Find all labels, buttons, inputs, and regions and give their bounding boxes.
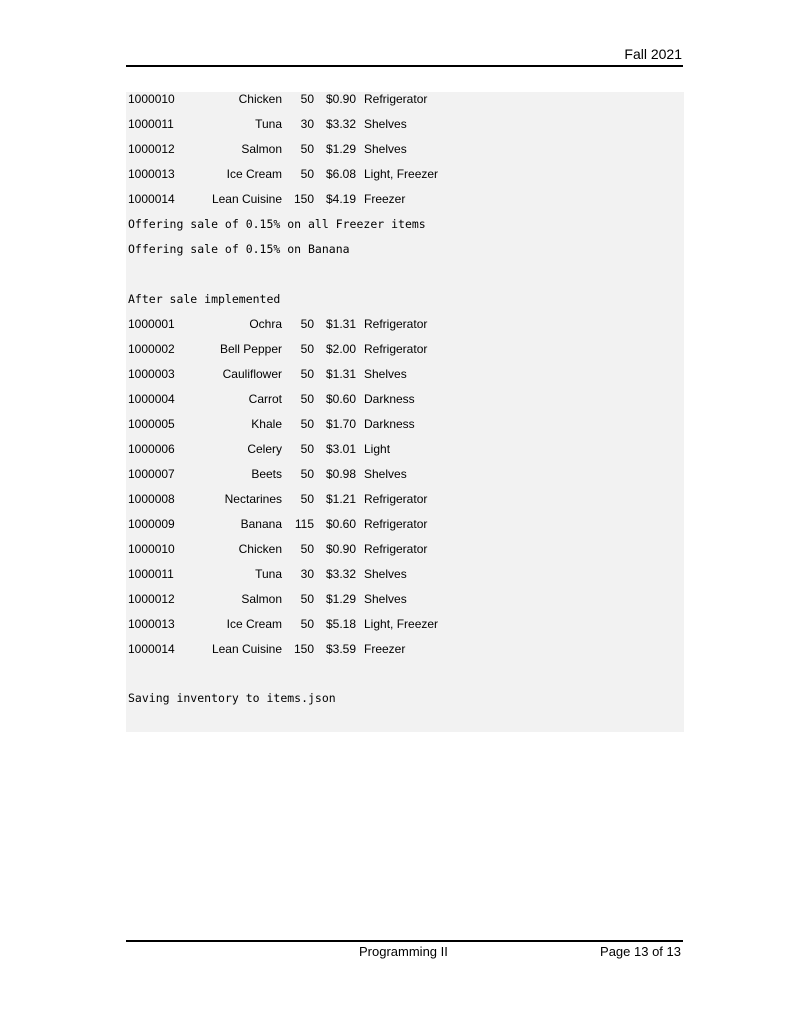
item-location: Shelves bbox=[364, 567, 407, 581]
item-id: 1000001 bbox=[128, 317, 175, 331]
item-location: Shelves bbox=[364, 592, 407, 606]
item-location: Refrigerator bbox=[364, 342, 428, 356]
item-price: $0.60 bbox=[326, 392, 357, 406]
item-price: $2.00 bbox=[326, 342, 357, 356]
item-price: $1.29 bbox=[326, 592, 357, 606]
table-row bbox=[126, 491, 684, 507]
item-id: 1000004 bbox=[128, 392, 175, 406]
table-row bbox=[126, 366, 684, 382]
table-row bbox=[126, 141, 684, 157]
item-quantity: 50 bbox=[300, 142, 314, 156]
item-name: Lean Cuisine bbox=[211, 642, 282, 656]
item-location: Darkness bbox=[364, 417, 415, 431]
item-id: 1000013 bbox=[128, 617, 175, 631]
item-name: Nectarines bbox=[224, 492, 282, 506]
table-row bbox=[126, 516, 684, 532]
table-row bbox=[126, 591, 684, 607]
table-row bbox=[126, 341, 684, 357]
item-name: Tuna bbox=[255, 567, 282, 581]
sale-message-freezer: Offering sale of 0.15% on all Freezer items bbox=[128, 217, 426, 231]
item-quantity: 50 bbox=[300, 342, 314, 356]
item-quantity: 150 bbox=[293, 642, 314, 656]
item-quantity: 50 bbox=[300, 467, 314, 481]
item-quantity: 50 bbox=[300, 492, 314, 506]
item-id: 1000012 bbox=[128, 592, 175, 606]
item-name: Lean Cuisine bbox=[211, 192, 282, 206]
console-output bbox=[126, 92, 684, 732]
item-location: Shelves bbox=[364, 142, 407, 156]
item-id: 1000014 bbox=[128, 642, 175, 656]
item-location: Refrigerator bbox=[364, 517, 428, 531]
item-id: 1000013 bbox=[128, 167, 175, 181]
item-quantity: 50 bbox=[300, 442, 314, 456]
item-quantity: 50 bbox=[300, 542, 314, 556]
item-location: Light, Freezer bbox=[364, 617, 439, 631]
table-row bbox=[126, 566, 684, 582]
item-quantity: 50 bbox=[300, 392, 314, 406]
item-price: $3.32 bbox=[326, 567, 357, 581]
item-location: Refrigerator bbox=[364, 92, 428, 106]
item-price: $0.98 bbox=[326, 467, 357, 481]
item-price: $5.18 bbox=[326, 617, 357, 631]
table-row bbox=[126, 91, 684, 107]
header-term: Fall 2021 bbox=[624, 46, 682, 62]
header-rule bbox=[126, 65, 683, 67]
table-row bbox=[126, 466, 684, 482]
item-quantity: 50 bbox=[300, 417, 314, 431]
table-row bbox=[126, 616, 684, 632]
item-name: Celery bbox=[247, 442, 282, 456]
saving-message: Saving inventory to items.json bbox=[128, 691, 336, 705]
item-price: $1.31 bbox=[326, 317, 357, 331]
item-id: 1000010 bbox=[128, 92, 175, 106]
item-name: Chicken bbox=[238, 92, 282, 106]
item-location: Shelves bbox=[364, 367, 407, 381]
item-quantity: 50 bbox=[300, 617, 314, 631]
footer-page-number: Page 13 of 13 bbox=[600, 944, 681, 959]
table-row bbox=[126, 416, 684, 432]
item-id: 1000003 bbox=[128, 367, 175, 381]
item-price: $3.59 bbox=[326, 642, 357, 656]
item-price: $0.90 bbox=[326, 92, 357, 106]
table-row bbox=[126, 541, 684, 557]
item-id: 1000011 bbox=[128, 567, 174, 581]
footer-rule bbox=[126, 940, 683, 942]
table-row bbox=[126, 116, 684, 132]
item-location: Refrigerator bbox=[364, 542, 428, 556]
item-price: $1.31 bbox=[326, 367, 357, 381]
item-id: 1000009 bbox=[128, 517, 175, 531]
item-location: Refrigerator bbox=[364, 492, 428, 506]
item-id: 1000008 bbox=[128, 492, 175, 506]
item-id: 1000007 bbox=[128, 467, 175, 481]
item-name: Salmon bbox=[241, 142, 282, 156]
item-quantity: 30 bbox=[300, 567, 314, 581]
item-name: Bell Pepper bbox=[219, 342, 282, 356]
item-name: Ice Cream bbox=[226, 617, 282, 631]
item-id: 1000002 bbox=[128, 342, 175, 356]
item-name: Tuna bbox=[255, 117, 282, 131]
item-quantity: 50 bbox=[300, 592, 314, 606]
item-quantity: 50 bbox=[300, 167, 314, 181]
item-price: $0.90 bbox=[326, 542, 357, 556]
item-location: Refrigerator bbox=[364, 317, 428, 331]
item-name: Chicken bbox=[238, 542, 282, 556]
item-name: Carrot bbox=[248, 392, 282, 406]
item-location: Freezer bbox=[364, 642, 406, 656]
item-id: 1000012 bbox=[128, 142, 175, 156]
item-id: 1000005 bbox=[128, 417, 175, 431]
item-id: 1000014 bbox=[128, 192, 175, 206]
item-price: $4.19 bbox=[326, 192, 357, 206]
item-quantity: 50 bbox=[300, 317, 314, 331]
item-location: Shelves bbox=[364, 467, 407, 481]
item-location: Freezer bbox=[364, 192, 406, 206]
footer-course: Programming II bbox=[359, 944, 448, 959]
item-location: Darkness bbox=[364, 392, 415, 406]
item-price: $1.21 bbox=[326, 492, 357, 506]
item-quantity: 30 bbox=[300, 117, 314, 131]
item-location: Light bbox=[364, 442, 391, 456]
item-location: Light, Freezer bbox=[364, 167, 439, 181]
item-name: Salmon bbox=[241, 592, 282, 606]
table-row bbox=[126, 191, 684, 207]
item-price: $3.32 bbox=[326, 117, 357, 131]
item-quantity: 50 bbox=[300, 92, 314, 106]
item-price: $1.70 bbox=[326, 417, 357, 431]
table-row bbox=[126, 391, 684, 407]
after-sale-heading: After sale implemented bbox=[128, 292, 281, 306]
item-name: Cauliflower bbox=[222, 367, 282, 381]
item-name: Ochra bbox=[249, 317, 282, 331]
item-quantity: 150 bbox=[293, 192, 314, 206]
item-location: Shelves bbox=[364, 117, 407, 131]
item-name: Banana bbox=[240, 517, 282, 531]
table-row bbox=[126, 441, 684, 457]
item-name: Ice Cream bbox=[226, 167, 282, 181]
item-price: $0.60 bbox=[326, 517, 357, 531]
item-quantity: 50 bbox=[300, 367, 314, 381]
table-row bbox=[126, 166, 684, 182]
table-row bbox=[126, 316, 684, 332]
item-price: $3.01 bbox=[326, 442, 357, 456]
item-name: Khale bbox=[251, 417, 282, 431]
item-price: $1.29 bbox=[326, 142, 357, 156]
sale-message-banana: Offering sale of 0.15% on Banana bbox=[128, 242, 350, 256]
item-id: 1000010 bbox=[128, 542, 175, 556]
item-id: 1000011 bbox=[128, 117, 174, 131]
item-price: $6.08 bbox=[326, 167, 357, 181]
item-quantity: 115 bbox=[294, 517, 314, 531]
item-id: 1000006 bbox=[128, 442, 175, 456]
item-name: Beets bbox=[251, 467, 282, 481]
table-row bbox=[126, 641, 684, 657]
